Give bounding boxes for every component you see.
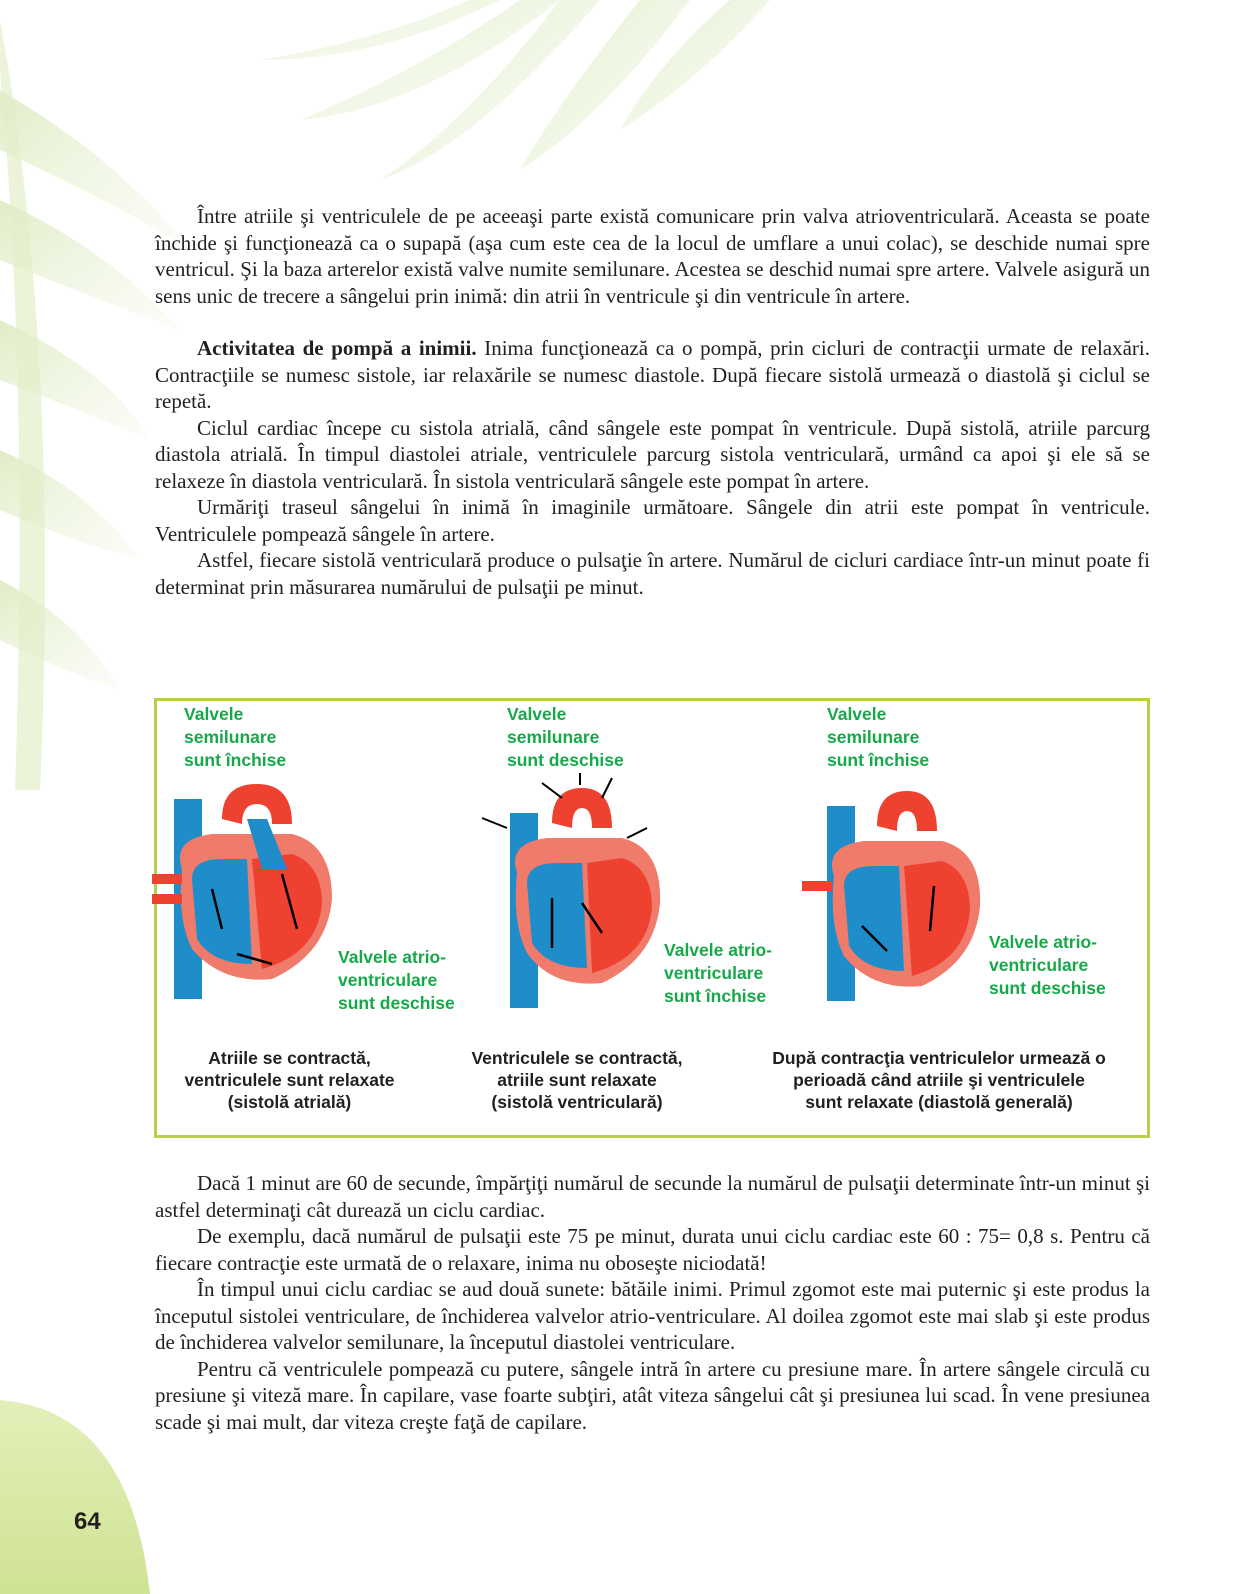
page-number: 64 bbox=[74, 1508, 101, 1535]
left-side-red bbox=[252, 854, 322, 969]
panel1-caption: Atriile se contractă, ventriculele sunt relaxate (sistolă atrială) bbox=[184, 1048, 395, 1112]
pump-paragraph bbox=[155, 335, 1150, 415]
intro-text-block bbox=[155, 203, 1150, 600]
heart-diagram-ventricular-systole bbox=[472, 773, 667, 1008]
panel1-side-label: Valvele atrio- ventriculare sunt deschise bbox=[338, 947, 455, 1013]
cycle-paragraph: Ciclul cardiac începe cu sistola atrială, când sângele este pompat în ventricule. După sistolă, atriile parcurg diastola atrială. În timpul diastolei atriale, ventriculele parcurg sistola ventriculară, urmând ca apoi şi ele să se relaxeze în diastola ventriculară. În sistola ventriculară sângele este pompat în artere. bbox=[155, 415, 1150, 493]
flow-arrow bbox=[482, 818, 507, 828]
panel1-top-label: Valvele semilunare sunt închise bbox=[184, 704, 287, 770]
page-corner-shape bbox=[0, 1400, 150, 1594]
heart-cycle-figure bbox=[154, 698, 1150, 1138]
valves-paragraph: Între atriile şi ventriculele de pe aceeaşi parte există comunicare prin valva atrioventriculară. Aceasta se poate închide şi funcţionează ca o supapă (aşa cum este cea de la locul de umflare a unui colac), se deschide numai spre ventricul. Şi la baza arterelor există valve numite semilunare. Acestea se deschid numai spre artere. Valvele asigură un sens unic de trecere a sângelui prin inimă: din atrii în ventricule şi din ventricule în artere. bbox=[155, 204, 1150, 308]
flow-arrow bbox=[627, 828, 647, 838]
flow-arrow bbox=[542, 783, 562, 798]
heart-diagram-general-diastole bbox=[802, 786, 992, 1001]
pump-text: Inima funcţionează ca o pompă, prin cicluri de contracţii urmate de relaxări. Contracţiile se numesc sistole, iar relaxările se numesc diastole. După fiecare sistolă urmează o diastolă şi ciclul se repetă. bbox=[155, 336, 1150, 413]
calculation-text-block bbox=[155, 1170, 1150, 1435]
panel3-top-label: Valvele semilunare sunt închise bbox=[827, 704, 930, 770]
heart-diagram-atrial-systole bbox=[152, 779, 342, 999]
panel3-caption: După contracţia ventriculelor urmează o perioadă când atriile şi ventriculele sunt relaxate (diastolă generală) bbox=[772, 1048, 1106, 1112]
panel3-side-label: Valvele atrio- ventriculare sunt deschise bbox=[989, 932, 1106, 998]
panel2-caption: Ventriculele se contractă, atriile sunt relaxate (sistolă ventriculară) bbox=[471, 1048, 683, 1112]
panel2-side-label: Valvele atrio- ventriculare sunt închise bbox=[664, 940, 772, 1006]
vein-stub-left bbox=[802, 881, 832, 891]
cycle-duration-paragraph: Dacă 1 minut are 60 de secunde, împărţiţi numărul de secunde la numărul de pulsaţii determinate într-un minut şi astfel determinaţi cât durează un ciclu cardiac. bbox=[155, 1171, 1150, 1222]
example-paragraph: De exemplu, dacă numărul de pulsaţii este 75 pe minut, durata unui ciclu cardiac este 60 : 75= 0,8 s. Pentru că fiecare contracţie este urmată de o relaxare, inima nu oboseşte niciodată! bbox=[155, 1224, 1150, 1275]
aorta-arch bbox=[877, 791, 937, 831]
panel2-top-label: Valvele semilunare sunt deschise bbox=[507, 704, 624, 770]
aorta-arch bbox=[222, 784, 292, 824]
heart-sounds-paragraph: În timpul unui ciclu cardiac se aud două sunete: bătăile inimi. Primul zgomot este mai puternic şi este produs la începutul sistolei ventriculare, de închiderea valvelor atrio-ventriculare. Al doilea zgomot este mai slab şi este produs de închiderea valvelor semilunare, la începutul diastolei ventriculare. bbox=[155, 1277, 1150, 1354]
vein-stub-left bbox=[152, 874, 182, 884]
follow-paragraph: Urmăriţi traseul sângelui în inimă în imaginile următoare. Sângele din atrii este pompat în ventricule. Ventriculele pompează sângele în artere. bbox=[155, 495, 1150, 546]
pump-heading: Activitatea de pompă a inimii. bbox=[197, 336, 477, 360]
pressure-paragraph: Pentru că ventriculele pompează cu putere, sângele intră în artere cu presiune mare. În artere sângele circulă cu presiune şi viteză mare. În capilare, vase foarte subţiri, atât viteza sângelui cât şi presiunea lui scad. În vene presiunea scade şi mai mult, dar viteza creşte faţă de capilare. bbox=[155, 1356, 1150, 1434]
pulse-paragraph: Astfel, fiecare sistolă ventriculară produce o pulsaţie în artere. Numărul de cicluri cardiace într-un minut poate fi determinat prin măsurarea numărului de pulsaţii pe minut. bbox=[155, 548, 1150, 599]
left-side-red bbox=[587, 858, 652, 973]
vein-stub-left-2 bbox=[152, 894, 182, 904]
left-side-red bbox=[904, 861, 970, 976]
flow-arrow bbox=[602, 778, 612, 798]
